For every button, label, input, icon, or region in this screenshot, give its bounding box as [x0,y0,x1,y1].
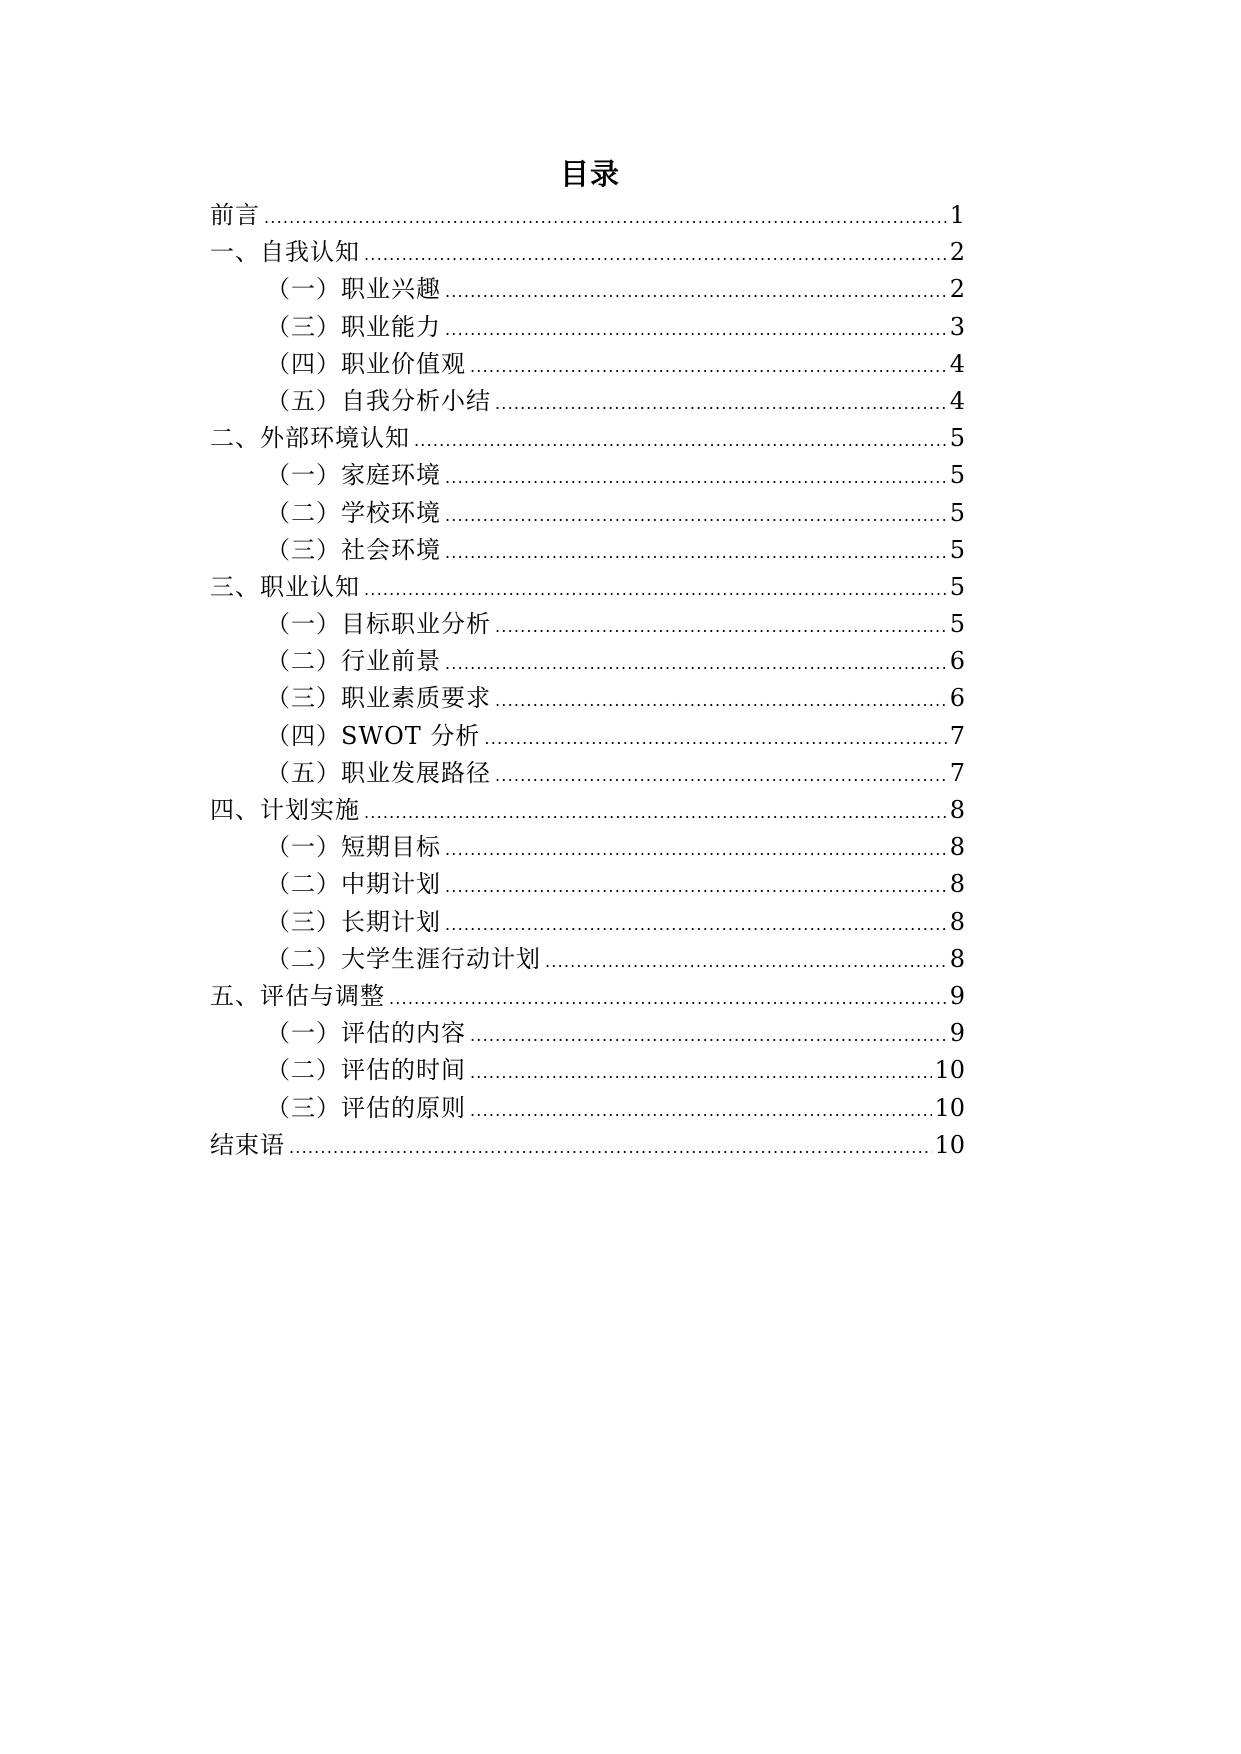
toc-leader-dots [495,757,948,794]
toc-leader-dots [495,682,948,719]
toc-entry[interactable] [210,680,965,717]
toc-entry[interactable] [210,569,965,606]
toc-entry[interactable] [210,866,965,903]
toc-entry[interactable] [210,532,965,569]
toc-entry-page: 5 [949,535,965,564]
toc-entry-label: （三）职业能力 [266,312,441,341]
toc-leader-dots [445,459,948,496]
toc-entry[interactable] [210,420,965,457]
toc-entry[interactable] [210,346,965,383]
toc-leader-dots [364,794,948,831]
toc-entry-label: （三）评估的原则 [266,1093,466,1122]
toc-entry-page: 7 [949,721,965,750]
toc-leader-dots [264,199,948,236]
toc-entry-label: 前言 [210,201,260,229]
toc-leader-dots [470,1054,932,1091]
toc-entry-page: 4 [949,349,965,378]
toc-entry-label: （四）职业价值观 [266,349,466,378]
toc-entry[interactable] [210,271,965,308]
toc-leader-dots [414,422,948,459]
toc-entry-page: 1 [949,201,965,229]
toc-entry-page: 10 [934,1130,965,1159]
toc-entry-label: （二）行业前景 [266,647,441,676]
toc-entry[interactable] [210,1052,965,1089]
toc-entry-page: 7 [949,758,965,787]
toc-entry-label: （二）学校环境 [266,498,441,527]
toc-entry-page: 4 [949,386,965,415]
toc-entry[interactable] [210,606,965,643]
toc-entry[interactable] [210,1127,965,1164]
toc-entry-page: 5 [949,461,965,490]
toc-entry[interactable] [210,1090,965,1127]
toc-entry-label: （一）评估的内容 [266,1019,466,1048]
toc-entry[interactable] [210,495,965,532]
toc-entry[interactable] [210,904,965,941]
toc-entry-label: 三、职业认知 [210,572,360,601]
toc-entry-label: （二）评估的时间 [266,1056,466,1085]
toc-entry-label: 一、自我认知 [210,238,360,267]
toc-entry-page: 5 [949,498,965,527]
toc-entry-label: 五、评估与调整 [210,981,385,1010]
toc-entry[interactable] [210,1015,965,1052]
toc-entry[interactable] [210,718,965,755]
toc-entry-page: 8 [949,796,965,824]
toc-leader-dots [470,1017,948,1054]
toc-leader-dots [445,645,948,682]
toc-entry[interactable] [210,197,965,234]
toc-entry-page: 3 [949,312,965,341]
toc-leader-dots [470,348,948,385]
toc-leader-dots [445,273,948,310]
toc-leader-dots [445,311,948,348]
toc-entry-page: 2 [949,238,965,267]
toc-entry-label: （五）自我分析小结 [266,386,491,415]
toc-entry-label: （五）职业发展路径 [266,758,491,787]
toc-entry[interactable] [210,234,965,271]
toc-leader-dots [470,1092,932,1129]
toc-leader-dots [495,608,948,645]
toc-leader-dots [364,236,948,273]
toc-leader-dots [445,534,948,571]
toc-leader-dots [389,980,948,1017]
toc-leader-dots [445,868,948,905]
toc-entry-page: 6 [949,647,965,676]
toc-entry[interactable] [210,755,965,792]
toc-entry-label: 结束语 [210,1130,285,1159]
toc-entry-label: （一）职业兴趣 [266,275,441,304]
toc-entry[interactable] [210,309,965,346]
toc-entry-label: （三）长期计划 [266,907,441,936]
toc-entry[interactable] [210,941,965,978]
toc-entry-page: 8 [949,833,965,862]
toc-entry-label: （二）中期计划 [266,870,441,899]
toc-entry-page: 8 [949,944,965,973]
toc-leader-dots [364,571,948,608]
toc-entry-label: （三）职业素质要求 [266,684,491,713]
toc-entry-page: 2 [949,275,965,304]
toc-leader-dots [495,385,948,422]
toc-entry-page: 8 [949,907,965,936]
toc-leader-dots [545,943,948,980]
toc-entry-page: 5 [949,572,965,601]
toc-entry[interactable] [210,978,965,1015]
toc-entry-label: （一）短期目标 [266,833,441,862]
toc-entry[interactable] [210,829,965,866]
toc-title: 目录 [559,157,620,191]
toc-entry-page: 9 [949,981,965,1010]
toc-entry-label: （三）社会环境 [266,535,441,564]
toc-entry[interactable] [210,792,965,829]
toc-leader-dots [484,720,947,757]
toc-leader-dots [445,831,948,868]
toc-entry-label: （一）目标职业分析 [266,610,491,639]
toc-entry-label: （二）大学生涯行动计划 [266,944,541,973]
toc-entry-label: （一）家庭环境 [266,461,441,490]
toc-entry-label: （四）SWOT 分析 [266,721,481,750]
toc-entry-page: 8 [949,870,965,899]
toc-entry-page: 10 [934,1056,965,1085]
toc-leader-dots [445,497,948,534]
toc-entry-label: 二、外部环境认知 [210,424,410,453]
toc-entry-page: 6 [949,684,965,713]
toc-entry[interactable] [210,457,965,494]
toc-entry[interactable] [210,643,965,680]
toc-leader-dots [445,906,948,943]
toc-entry-label: 四、计划实施 [210,796,360,824]
toc-list [210,197,965,1164]
toc-entry[interactable] [210,383,965,420]
toc-leader-dots [289,1129,932,1166]
toc-entry-page: 5 [949,610,965,639]
toc-entry-page: 5 [949,424,965,453]
toc-entry-page: 9 [949,1019,965,1048]
toc-entry-page: 10 [934,1093,965,1122]
